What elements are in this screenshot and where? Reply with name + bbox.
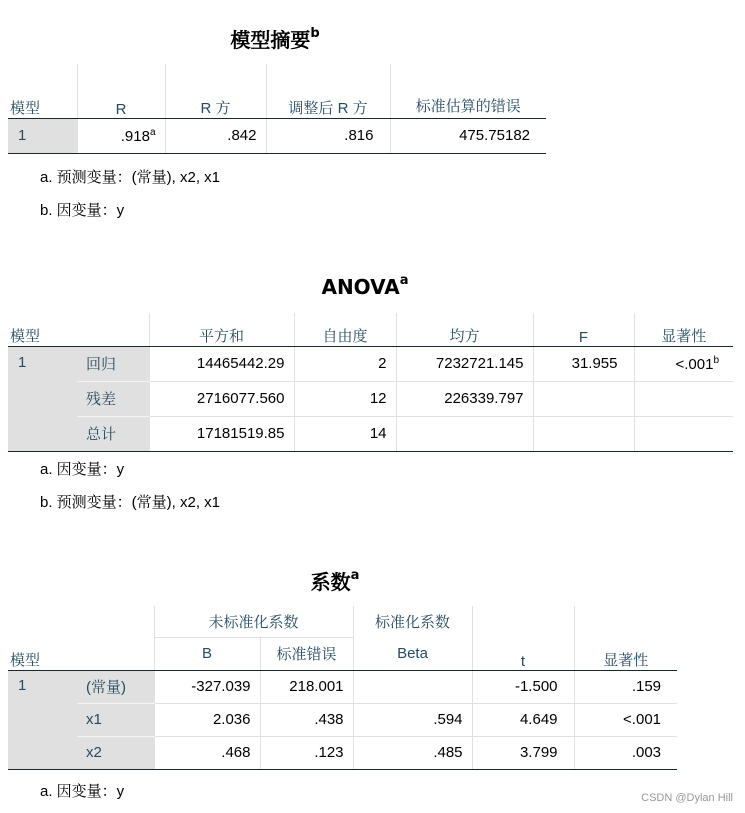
- anova-ms-regression: 7232721.145: [396, 346, 533, 381]
- anova-row-model-1: 1: [8, 346, 77, 451]
- anova-df-regression: 2: [294, 346, 396, 381]
- coef-col-t: t: [472, 637, 574, 670]
- anova-title-sup: a: [399, 273, 409, 289]
- cell-std-error: 475.75182: [390, 118, 546, 153]
- anova-sig-regression-value: <.001: [675, 355, 714, 373]
- col-header-std-error: 标准估算的错误: [390, 64, 546, 118]
- coef-col-se: 标准错误: [260, 637, 353, 670]
- coef-b-x1: 2.036: [154, 703, 260, 736]
- coef-b-const: -327.039: [154, 670, 260, 703]
- anova-title-text: ANOVA: [321, 275, 400, 299]
- coef-group-unstd: 未标准化系数: [154, 606, 353, 637]
- coef-group-spacer-sig: [574, 606, 677, 637]
- coef-col-b: B: [154, 637, 260, 670]
- anova-sig-regression-sup: b: [713, 354, 719, 366]
- coef-sig-x1: <.001: [574, 703, 677, 736]
- coef-sig-const: .159: [574, 670, 677, 703]
- anova-ss-total: 17181519.85: [149, 416, 294, 451]
- anova-table: [8, 313, 733, 452]
- coef-row-label-x2: x2: [77, 736, 154, 769]
- coef-beta-const: [353, 670, 472, 703]
- coef-corner-spacer: [8, 606, 77, 637]
- coef-group-std: 标准化系数: [353, 606, 472, 637]
- model-summary-table: [8, 64, 546, 154]
- coefficients-title-sup: a: [350, 568, 360, 584]
- anova-col-df: 自由度: [294, 313, 396, 346]
- coef-se-const: 218.001: [260, 670, 353, 703]
- coefficients-note-a: a. 因变量：y: [40, 783, 125, 800]
- anova-df-residual: 12: [294, 381, 396, 416]
- coef-beta-x1: .594: [353, 703, 472, 736]
- col-header-r2: R 方: [165, 64, 266, 118]
- anova-col-ms: 均方: [396, 313, 533, 346]
- anova-col-ss: 平方和: [149, 313, 294, 346]
- anova-sig-residual: [634, 381, 733, 416]
- col-header-adj-r2: 调整后 R 方: [266, 64, 390, 118]
- model-summary-title-text: 模型摘要: [230, 28, 311, 52]
- anova-f-residual: [533, 381, 634, 416]
- anova-f-regression: 31.955: [533, 346, 634, 381]
- anova-row-label-residual: 残差: [77, 381, 149, 416]
- anova-ms-total: [396, 416, 533, 451]
- coef-group-spacer-t: [472, 606, 574, 637]
- anova-df-total: 14: [294, 416, 396, 451]
- anova-row-label-regression: 回归: [77, 346, 149, 381]
- anova-col-blank: [77, 313, 149, 346]
- model-summary-note-b: b. 因变量：y: [40, 202, 125, 219]
- coef-se-x2: .123: [260, 736, 353, 769]
- coef-t-const: -1.500: [472, 670, 574, 703]
- coef-col-model: 模型: [8, 637, 77, 670]
- coefficients-title: [190, 566, 480, 595]
- anova-col-f: F: [533, 313, 634, 346]
- coef-b-x2: .468: [154, 736, 260, 769]
- anova-col-model: 模型: [8, 313, 77, 346]
- cell-adj-r2: .816: [266, 118, 390, 153]
- anova-col-sig: 显著性: [634, 313, 733, 346]
- anova-sig-total: [634, 416, 733, 451]
- anova-f-total: [533, 416, 634, 451]
- coefficients-title-text: 系数: [310, 570, 351, 594]
- coef-t-x2: 3.799: [472, 736, 574, 769]
- anova-note-a: a. 因变量：y: [40, 461, 125, 478]
- watermark: CSDN @Dylan Hill: [641, 792, 733, 804]
- cell-r: [77, 118, 165, 153]
- model-summary-note-a: a. 预测变量：(常量), x2, x1: [40, 169, 221, 186]
- model-summary-title-sup: b: [310, 26, 320, 42]
- anova-ms-residual: 226339.797: [396, 381, 533, 416]
- coef-col-blank: [77, 637, 154, 670]
- row-label-model-1: 1: [8, 118, 77, 153]
- col-header-r: R: [77, 64, 165, 118]
- anova-note-b: b. 预测变量：(常量), x2, x1: [40, 494, 221, 511]
- cell-r2: .842: [165, 118, 266, 153]
- anova-ss-regression: 14465442.29: [149, 346, 294, 381]
- coef-row-label-const: (常量): [77, 670, 154, 703]
- coef-col-sig: 显著性: [574, 637, 677, 670]
- coef-sig-x2: .003: [574, 736, 677, 769]
- anova-ss-residual: 2716077.560: [149, 381, 294, 416]
- coef-row-label-x1: x1: [77, 703, 154, 736]
- col-header-model: 模型: [8, 64, 77, 118]
- coef-se-x1: .438: [260, 703, 353, 736]
- anova-title: [220, 275, 510, 299]
- coef-col-beta: Beta: [353, 637, 472, 670]
- model-summary-title: [130, 24, 420, 53]
- cell-r-value: .918: [120, 127, 150, 145]
- coef-row-model-1: 1: [8, 670, 77, 769]
- coef-t-x1: 4.649: [472, 703, 574, 736]
- cell-r-sup: a: [149, 126, 156, 138]
- coef-beta-x2: .485: [353, 736, 472, 769]
- anova-row-label-total: 总计: [77, 416, 149, 451]
- coefficients-table: [8, 606, 677, 770]
- coef-corner-spacer-2: [77, 606, 154, 637]
- anova-sig-regression: [634, 346, 733, 381]
